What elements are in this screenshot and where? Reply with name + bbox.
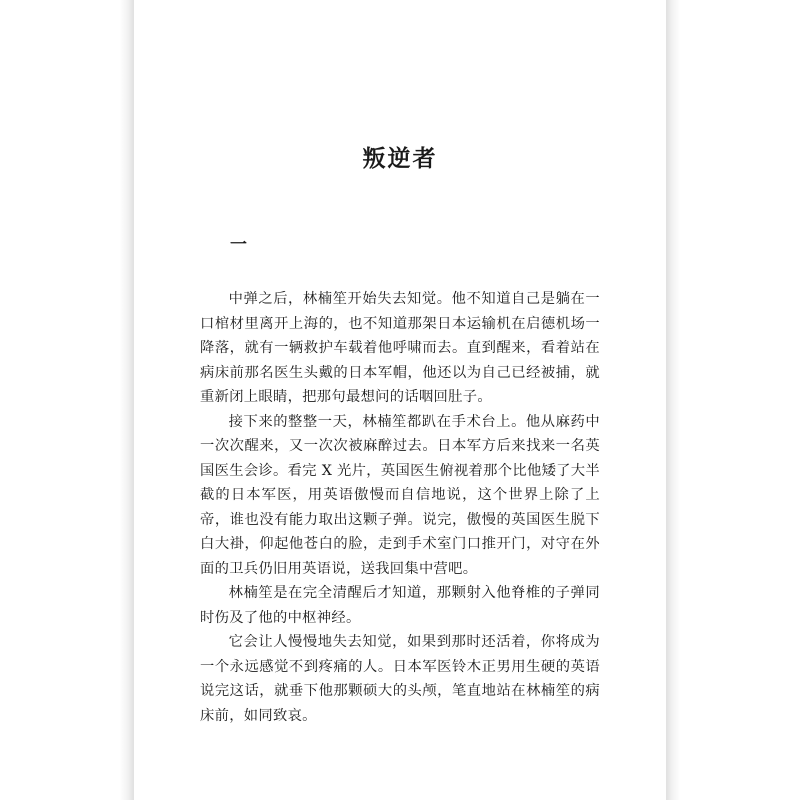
- paragraph: 它会让人慢慢地失去知觉，如果到那时还活着，你将成为一个永远感觉不到疼痛的人。日本军医铃木正男用生硬的英语说完这话，就垂下他那颗硕大的头颅，笔直地站在林楠笙的病床前，如同致哀。: [200, 634, 600, 724]
- chapter-title: 叛逆者: [362, 146, 438, 172]
- book-page: [134, 0, 666, 800]
- section-number: 一: [230, 235, 247, 255]
- chapter-body: [200, 287, 600, 728]
- paragraph: 中弹之后，林楠笙开始失去知觉。他不知道自己是躺在一口棺材里离开上海的，也不知道那架日本运输机在启德机场一降落，就有一辆救护车载着他呼啸而去。直到醒来，看着站在病床前那名医生头戴的日本军帽，他还以为自己已经被捕，就重新闭上眼睛，把那句最想问的话咽回肚子。: [200, 291, 600, 405]
- paragraph: 林楠笙是在完全清醒后才知道，那颗射入他脊椎的子弹同时伤及了他的中枢神经。: [200, 585, 600, 626]
- page-shadow-right: [666, 0, 680, 800]
- paragraph: 接下来的整整一天，林楠笙都趴在手术台上。他从麻药中一次次醒来，又一次次被麻醉过去。日本军方后来找来一名英国医生会诊。看完 X 光片，英国医生俯视着那个比他矮了大半截的日本军医，用英语傲慢而自信地说，这个世界上除了上帝，谁也没有能力取出这颗子弹。说完，傲慢的英国医生脱下白大褂，仰起他苍白的脸，走到手术室门口推开门，对守在外面的卫兵仍旧用英语说，送我回集中营吧。: [200, 413, 600, 577]
- page-shadow-left: [120, 0, 134, 800]
